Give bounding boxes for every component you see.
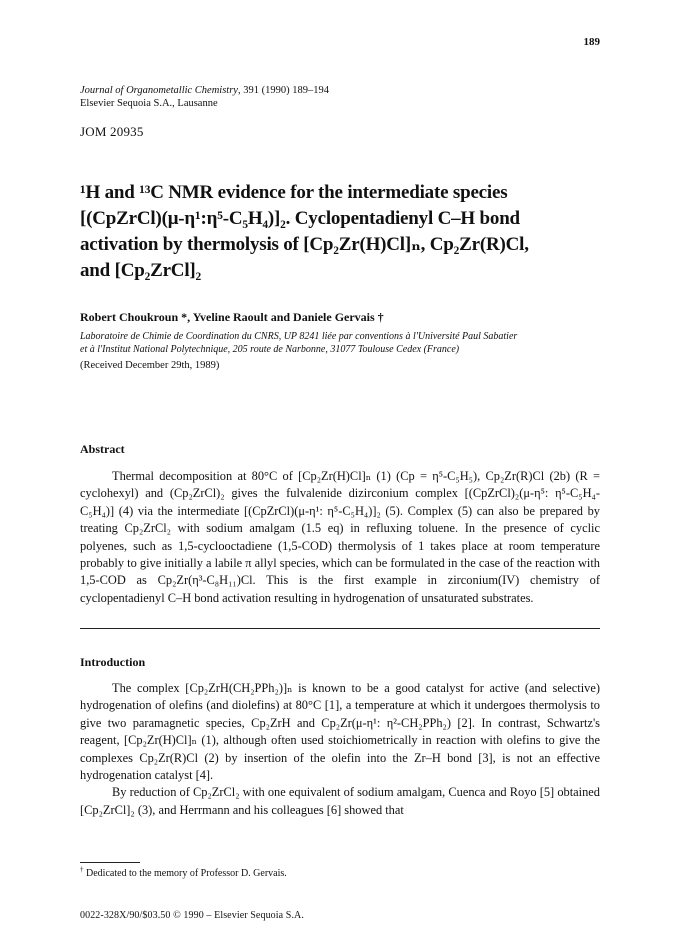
- title-line-4: and [Cp₂ZrCl]₂: [80, 260, 202, 281]
- received-date: (Received December 29th, 1989): [80, 360, 220, 371]
- introduction-heading: Introduction: [80, 655, 146, 669]
- introduction-text: [80, 680, 600, 819]
- abstract-divider: [80, 628, 600, 629]
- journal-header: [80, 84, 600, 110]
- footnote: [80, 865, 287, 879]
- abstract-text: Thermal decomposition at 80°C of [Cp₂Zr(H)Cl]ₙ (1) (Cp = η⁵-C₅H₅), Cp₂Zr(R)Cl (2b) (R = cyclohexyl) and (Cp₂ZrCl)₂ gives the fulvalenide dizirconium complex [(CpZrCl)₂(μ-η⁵: η⁵-C₅H₄-C₅H₄)] (4) via the intermediate [(CpZrCl)(μ-η¹: η⁵-C₅H₄)]₂ (5). Complex (5) can also be prepared by treating Cp₂ZrCl₂ with sodium amalgam (1.5 eq) in refluxing toluene. In the presence of cyclic polyenes, such as 1,5-cyclooctadiene (1,5-COD) thermolysis of 1 takes place at room temperature probably to give initially a labile π allyl species, which can be formulated in the case of the reaction with 1,5-COD as Cp₂Zr(η³-C₈H₁₁)Cl. This is the first example in zirconium(IV) chemistry of cyclopentadienyl C–H bond activation resulting in hydrogenation of unsaturated substrates.: [80, 469, 600, 605]
- introduction-paragraph-2: By reduction of Cp₂ZrCl₂ with one equivalent of sodium amalgam, Cuenca and Royo [5] obtained [Cp₂ZrCl]₂ (3), and Herrmann and his colleagues [6] showed that: [80, 785, 600, 817]
- copyright-line: 0022-328X/90/$03.50 © 1990 – Elsevier Sequoia S.A.: [80, 910, 304, 921]
- page-number: 189: [583, 36, 600, 48]
- footnote-divider: [80, 862, 140, 863]
- title-line-1: ¹H and ¹³C NMR evidence for the intermediate species: [80, 182, 508, 203]
- footnote-mark: †: [80, 865, 84, 874]
- abstract-heading: Abstract: [80, 442, 125, 456]
- article-title: [80, 180, 610, 284]
- journal-name: Journal of Organometallic Chemistry: [80, 85, 238, 96]
- jom-id: JOM 20935: [80, 124, 144, 139]
- authors: Robert Choukroun *, Yveline Raoult and Daniele Gervais †: [80, 310, 384, 324]
- journal-citation: [80, 84, 600, 97]
- introduction-paragraph-1: The complex [Cp₂ZrH(CH₂PPh₂)]ₙ is known to be a good catalyst for active (and selective) hydrogenation of olefins (and diolefins) at 80°C [1], a temperature at which it undergoes thermolysis to give two paramagnetic species, Cp₂ZrH and Cp₂Zr(μ-η¹: η²-CH₂PPh₂) [2]. In contrast, Schwartz's reagent, [Cp₂Zr(H)Cl]ₙ (1), although often used stoichiometrically in reaction with olefins to give the complexes Cp₂Zr(R)Cl (2) by insertion of the olefin into the Zr–H bond [3], is not an effective hydrogenation catalyst [4].: [80, 681, 600, 783]
- affiliation: [80, 330, 602, 356]
- affiliation-line-2: et à l'Institut National Polytechnique, 205 route de Narbonne, 31077 Toulouse Cedex (France): [80, 344, 460, 355]
- footnote-text: Dedicated to the memory of Professor D. Gervais.: [83, 868, 287, 879]
- title-line-3: activation by thermolysis of [Cp₂Zr(H)Cl]ₙ, Cp₂Zr(R)Cl,: [80, 234, 529, 255]
- journal-volume-pages: , 391 (1990) 189–194: [237, 85, 329, 96]
- title-line-2: [(CpZrCl)(μ-η¹:η⁵-C₅H₄)]₂. Cyclopentadienyl C–H bond: [80, 208, 520, 229]
- journal-publisher: Elsevier Sequoia S.A., Lausanne: [80, 98, 218, 109]
- affiliation-line-1: Laboratoire de Chimie de Coordination du CNRS, UP 8241 liée par conventions à l'Université Paul Sabatier: [80, 331, 518, 342]
